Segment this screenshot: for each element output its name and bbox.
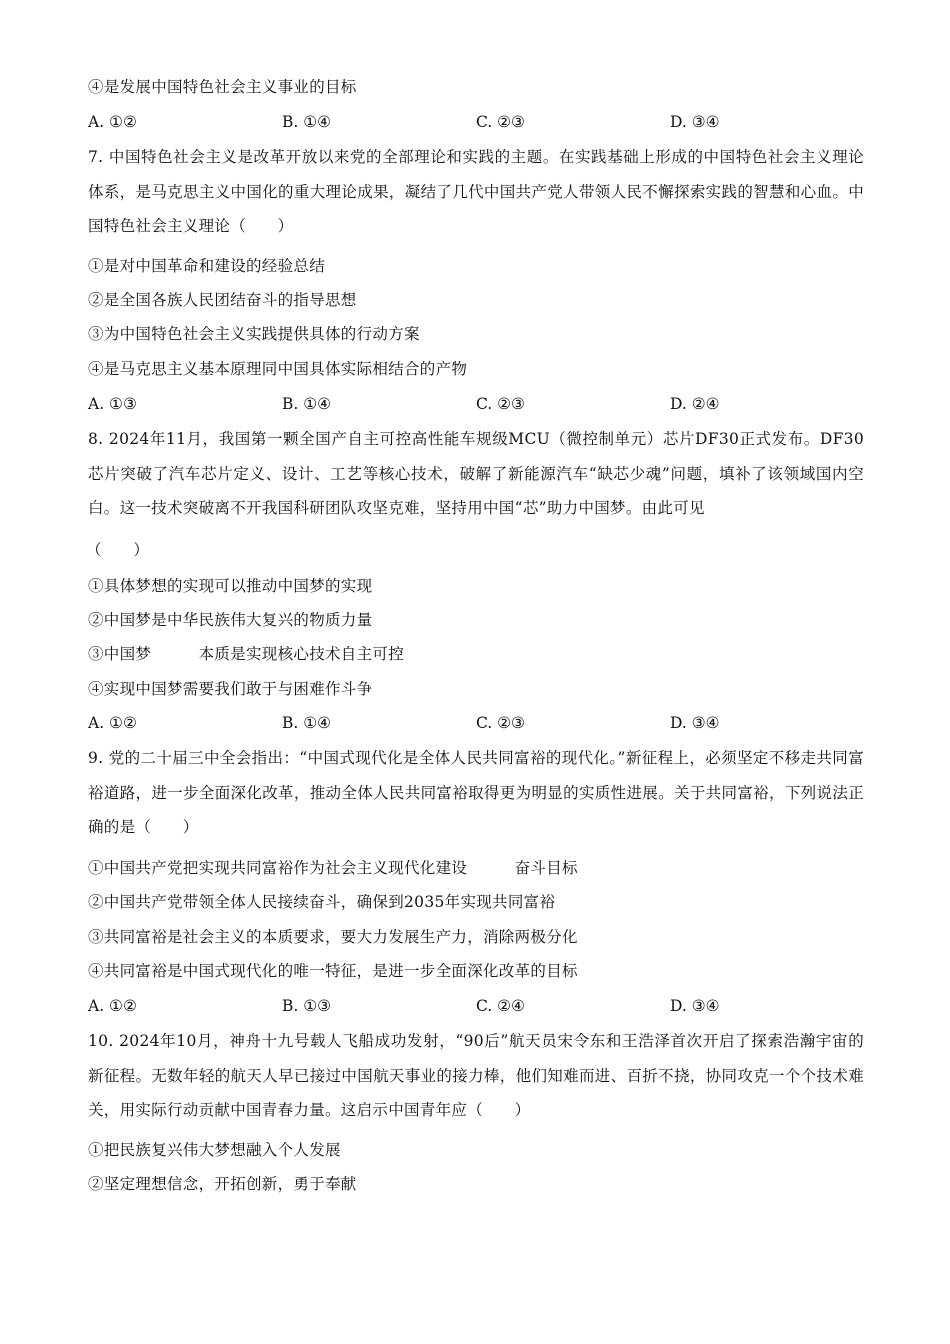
q7-item-2: ②是全国各族人民团结奋斗的指导思想: [88, 291, 357, 309]
q7-option-a: A. ①③: [88, 395, 137, 413]
q8-stem: 8. 2024年11月，我国第一颗全国产自主可控高性能车规级MCU（微控制单元）芯片DF30正式发布。DF30芯片突破了汽车芯片定义、设计、工艺等核心技术，破解了新能源汽车“缺芯少魂”问题，填补了该领域国内空白。这一技术突破离不开我国科研团队攻坚克难，坚持用中国“芯”助力中国梦。由此可见: [88, 430, 864, 517]
q8-option-c: C. ②③: [476, 714, 525, 732]
q8-item-3: ③中国梦 本质是实现核心技术自主可控: [88, 645, 405, 663]
q7-item-3: ③为中国特色社会主义实践提供具体的行动方案: [88, 325, 420, 343]
q8-option-a: A. ①②: [88, 714, 137, 732]
q6-option-c: C. ②③: [476, 113, 525, 131]
q9-stem: 9. 党的二十届三中全会指出：“中国式现代化是全体人民共同富裕的现代化。”新征程上，必须坚定不移走共同富裕道路，进一步全面深化改革，推动全体人民共同富裕取得更为明显的实质性进展。关于共同富裕，下列说法正确的是（ ）: [88, 749, 864, 836]
q6-item-4: ④是发展中国特色社会主义事业的目标: [88, 78, 357, 96]
q7-item-4: ④是马克思主义基本原理同中国具体实际相结合的产物: [88, 360, 468, 378]
q6-option-d: D. ③④: [670, 113, 720, 131]
q8-item-1: ①具体梦想的实现可以推动中国梦的实现: [88, 577, 373, 595]
q9-option-d: D. ③④: [670, 997, 720, 1015]
q9-option-a: A. ①②: [88, 997, 137, 1015]
q8-answer-blank: （ ）: [86, 541, 150, 559]
q6-option-b: B. ①④: [282, 113, 332, 131]
q9-item-1: ①中国共产党把实现共同富裕作为社会主义现代化建设 奋斗目标: [88, 859, 578, 877]
q9-option-c: C. ②④: [476, 997, 525, 1015]
q8-option-b: B. ①④: [282, 714, 332, 732]
q7-item-1: ①是对中国革命和建设的经验总结: [88, 257, 326, 275]
q9-item-2: ②中国共产党带领全体人民接续奋斗，确保到2035年实现共同富裕: [88, 893, 556, 911]
q9-item-4: ④共同富裕是中国式现代化的唯一特征，是进一步全面深化改革的目标: [88, 962, 578, 980]
q9-option-b: B. ①③: [282, 997, 332, 1015]
q8-item-2: ②中国梦是中华民族伟大复兴的物质力量: [88, 611, 373, 629]
q7-option-c: C. ②③: [476, 395, 525, 413]
q7-option-b: B. ①④: [282, 395, 332, 413]
q9-item-3: ③共同富裕是社会主义的本质要求，要大力发展生产力，消除两极分化: [88, 928, 578, 946]
q6-option-a: A. ①②: [88, 113, 137, 131]
q8-option-d: D. ③④: [670, 714, 720, 732]
q7-option-d: D. ②④: [670, 395, 720, 413]
q10-item-2: ②坚定理想信念，开拓创新，勇于奉献: [88, 1175, 357, 1193]
q10-stem: 10. 2024年10月，神舟十九号载人飞船成功发射，“90后”航天员宋令东和王浩泽首次开启了探索浩瀚宇宙的新征程。无数年轻的航天人早已接过中国航天事业的接力棒，他们知难而进、百折不挠，协同攻克一个个技术难关，用实际行动贡献中国青春力量。这启示中国青年应（ ）: [88, 1032, 864, 1119]
q7-stem: 7. 中国特色社会主义是改革开放以来党的全部理论和实践的主题。在实践基础上形成的中国特色社会主义理论体系，是马克思主义中国化的重大理论成果，凝结了几代中国共产党人带领人民不懈探索实践的智慧和心血。中国特色社会主义理论（ ）: [88, 148, 864, 235]
q8-item-4: ④实现中国梦需要我们敢于与困难作斗争: [88, 680, 373, 698]
q10-item-1: ①把民族复兴伟大梦想融入个人发展: [88, 1141, 341, 1159]
